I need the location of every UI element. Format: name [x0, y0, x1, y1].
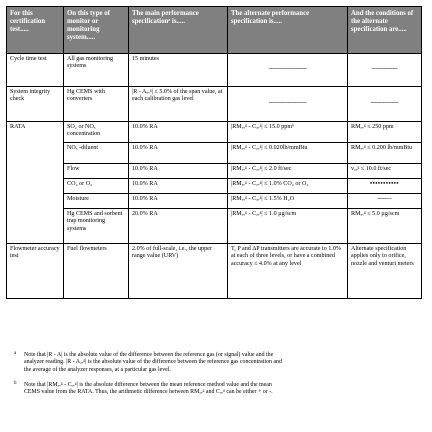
- cell-alt-conditions: Alternate specification applies only to orifice, nozzle and venturi meters: [348, 244, 422, 299]
- cell-monitor: Hg CEMS and sorbent trap monitoring systems: [64, 209, 129, 244]
- footnote-line: analyzer reading. |R - Aₐᵥᵍ| is the absolute value of the difference between the reference gas concentration and: [24, 359, 282, 366]
- cell-main-spec: 10.0% RA: [129, 122, 228, 143]
- cell-alt-conditions: RMₐᵥᵍ ≤ 0.200 lb/mmBtu: [348, 143, 422, 164]
- cell-alt-spec: |RMₐᵥᵍ - Cₐᵥᵍ| ≤ 1.5% H₂O: [228, 194, 348, 209]
- cell-main-spec: 10.0% RA: [129, 143, 228, 164]
- cell-alt-conditions: •••••••••••: [348, 179, 422, 194]
- footnote-marker: b: [14, 380, 17, 386]
- footnote-a: [14, 352, 418, 374]
- table-row: [7, 122, 422, 143]
- row-cycle-time-test: Cycle time test: [7, 54, 64, 87]
- table-row: [7, 244, 422, 299]
- header-alternate-spec: The alternate performance specification is.....: [228, 7, 348, 54]
- header-alternate-conditions: And the conditions of the alternate specification are.....: [348, 7, 422, 54]
- footnote-marker: a: [14, 351, 17, 356]
- cell-alt-conditions: RMₐᵥᵍ ≤ 250 ppm: [348, 122, 422, 143]
- header-main-spec: The main performance specificationᵃ is.....: [129, 7, 228, 54]
- cell-alt-spec: ----------------------: [228, 54, 348, 87]
- row-system-integrity-check: System integrity check: [7, 87, 64, 122]
- cell-monitor: All gas monitoring systems: [64, 54, 129, 87]
- cell-main-spec: 10.0% RA: [129, 164, 228, 179]
- table-row: [7, 179, 422, 194]
- cell-alt-spec: ----------------------: [228, 87, 348, 122]
- cell-alt-spec: |RMₐᵥᵍ - Cₐᵥᵍ| ≤ 0.020lb/mmBtu: [228, 143, 348, 164]
- header-certification-test: For this certification test.....: [7, 7, 64, 54]
- cell-alt-spec: |RMₐᵥᵍ - Cₐᵥᵍ| ≤ 2.0 ft/sec: [228, 164, 348, 179]
- table-row: [7, 209, 422, 244]
- cell-monitor: CO₂ or O₂: [64, 179, 129, 194]
- table-row: [7, 143, 422, 164]
- performance-spec-table-container: [6, 6, 421, 299]
- cell-monitor: Moisture: [64, 194, 129, 209]
- cell-monitor: Flow: [64, 164, 129, 179]
- cell-alt-spec: T, P and ΔP transmitters are accurate to 1.0% at each of three levels, or have a combined accuracy ≤ 4.0% at any level: [228, 244, 348, 299]
- cell-alt-spec: |RMₐᵥᵍ - Cₐᵥᵍ| ≤ 1.0% CO₂ or O₂: [228, 179, 348, 194]
- footnote-line: Note that |R - A| is the absolute value of the difference between the reference gas (or signal) value and the: [24, 352, 274, 358]
- cell-monitor: Fuel flowmeters: [64, 244, 129, 299]
- cell-alt-conditions: RMₐᵥᵍ ≤ 5.0 µg/scm: [348, 209, 422, 244]
- table-row: [7, 87, 422, 122]
- cell-main-spec: 15 minutes: [129, 54, 228, 87]
- cell-alt-spec: |RMₐᵥᵍ - Cₐᵥᵍ| ≤ 15.0 ppmᵇ: [228, 122, 348, 143]
- cell-alt-conditions: --------: [348, 194, 422, 209]
- table-row: [7, 194, 422, 209]
- footnote-line: the average of the analyzer responses, at a particular gas level.: [24, 366, 171, 373]
- footnotes: [14, 352, 418, 404]
- cell-alt-conditions: ---------------: [348, 54, 422, 87]
- table-row: [7, 164, 422, 179]
- table-row: [7, 54, 422, 87]
- cell-alt-conditions: ----------------: [348, 87, 422, 122]
- cell-main-spec: |R - Aₐᵥᵍ| ≤ 5.0% of the span value, at each calibration gas level: [129, 87, 228, 122]
- footnote-b: [14, 382, 418, 397]
- header-monitor-type: On this type of monitor or monitoring system.....: [64, 7, 129, 54]
- footnote-line: CEMS value from the RATA. Thus, the arithmetic difference between RMₐᵥᵍ and Cₐᵥᵍ can be either + or -.: [24, 389, 273, 396]
- cell-monitor: SO₂ or NOₓ concentration: [64, 122, 129, 143]
- table-header-row: [7, 7, 422, 54]
- cell-monitor: NOₓ -diluent: [64, 143, 129, 164]
- cell-main-spec: 2.0% of full-scale, i.e., the upper range value (URV): [129, 244, 228, 299]
- row-rata: RATA: [7, 122, 64, 244]
- row-flowmeter-accuracy-test: Flowmeter accuracy test: [7, 244, 64, 299]
- cell-alt-spec: |RMₐᵥᵍ - Cₐᵥᵍ| ≤ 1.0 µg/scm: [228, 209, 348, 244]
- cell-main-spec: 20.0% RA: [129, 209, 228, 244]
- cell-alt-conditions: vₐᵥᵍ ≤ 10.0 ft/sec: [348, 164, 422, 179]
- performance-spec-table: [6, 6, 422, 299]
- cell-main-spec: 10.0% RA: [129, 179, 228, 194]
- cell-monitor: Hg CEMS with converters: [64, 87, 129, 122]
- footnote-line: Note that |RMₐᵥᵍ - Cₐᵥᵍ| is the absolute difference between the mean reference method value and the mean: [24, 381, 272, 388]
- cell-main-spec: 10.0% RA: [129, 194, 228, 209]
